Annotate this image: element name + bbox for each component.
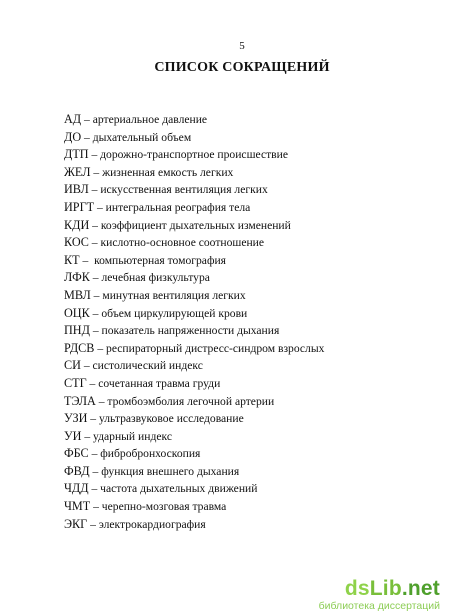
definition: минутная вентиляция легких xyxy=(102,288,246,302)
definition: частота дыхательных движений xyxy=(100,482,258,496)
abbreviation: ТЭЛА xyxy=(64,393,96,408)
abbreviation: ОЦК xyxy=(64,305,90,320)
separator: – xyxy=(88,236,101,250)
separator: – xyxy=(81,130,93,144)
list-item xyxy=(64,305,324,323)
page-number: 5 xyxy=(239,40,245,52)
list-item xyxy=(64,111,324,129)
separator: – xyxy=(86,376,99,390)
watermark-logo[interactable] xyxy=(319,578,440,600)
abbreviation: ПНД xyxy=(64,323,90,338)
list-item xyxy=(64,393,324,411)
abbreviation: ИВЛ xyxy=(64,182,89,197)
abbreviation-list xyxy=(64,111,324,533)
definition: коэффициент дыхательных изменений xyxy=(100,218,291,232)
definition: кислотно-основное соотношение xyxy=(100,236,265,250)
separator: – xyxy=(94,200,106,214)
abbreviation: ДО xyxy=(64,129,82,144)
definition: лечебная физкультура xyxy=(101,271,210,285)
definition: интегральная реография тела xyxy=(105,200,251,214)
abbreviation: ЭКГ xyxy=(64,516,88,531)
definition: фибробронхоскопия xyxy=(100,447,201,461)
separator: – xyxy=(88,148,101,162)
definition: ударный индекс xyxy=(93,429,172,443)
separator: – xyxy=(79,253,95,267)
abbreviation: ИРГТ xyxy=(64,199,95,214)
page-title: СПИСОК СОКРАЩЕНИЙ xyxy=(154,60,330,75)
abbreviation: ЖЕЛ xyxy=(64,164,91,179)
separator: – xyxy=(81,113,93,126)
list-item xyxy=(64,234,324,252)
list-item xyxy=(64,252,324,270)
separator: – xyxy=(94,341,107,355)
list-item xyxy=(64,269,324,287)
separator: – xyxy=(88,447,101,461)
abbreviation: КОС xyxy=(64,235,89,250)
separator: – xyxy=(89,271,102,285)
list-item xyxy=(64,164,324,182)
definition: тромбоэмболия легочной артерии xyxy=(107,394,275,408)
definition: ультразвуковое исследование xyxy=(98,412,244,426)
logo-net: .net xyxy=(401,577,440,600)
list-item xyxy=(64,287,324,305)
list-item xyxy=(64,357,324,375)
definition: объем циркулирующей крови xyxy=(101,306,248,320)
abbreviation: ЧДД xyxy=(64,481,89,496)
definition: систолический индекс xyxy=(92,359,203,373)
definition: функция внешнего дыхания xyxy=(101,464,240,478)
list-item xyxy=(64,181,324,199)
definition: жизненная емкость легких xyxy=(102,165,234,179)
list-item xyxy=(64,322,324,340)
separator: – xyxy=(95,394,108,408)
list-item xyxy=(64,480,324,498)
abbreviation: СТГ xyxy=(64,375,87,390)
abbreviation: МВЛ xyxy=(64,287,91,302)
definition: искусственная вентиляция легких xyxy=(100,183,268,197)
list-item xyxy=(64,199,324,217)
abbreviation: ДТП xyxy=(64,147,89,162)
list-item xyxy=(64,129,324,147)
separator: – xyxy=(81,429,94,443)
separator: – xyxy=(88,183,101,197)
abbreviation: КДИ xyxy=(64,217,90,232)
abbreviation: СИ xyxy=(64,358,81,373)
definition: сочетанная травма груди xyxy=(98,376,221,390)
separator: – xyxy=(87,412,99,426)
abbreviation: АД xyxy=(64,112,82,126)
list-item xyxy=(64,463,324,481)
abbreviation: РДСВ xyxy=(64,340,95,355)
list-item xyxy=(64,445,324,463)
separator: – xyxy=(90,165,103,179)
definition: электрокардиография xyxy=(98,517,206,531)
separator: – xyxy=(89,306,102,320)
watermark-subtitle: библиотека диссертаций xyxy=(318,600,440,612)
watermark[interactable] xyxy=(319,578,440,612)
list-item xyxy=(64,410,324,428)
definition: дыхательный объем xyxy=(92,130,192,144)
abbreviation: ФБС xyxy=(64,446,89,461)
separator: – xyxy=(80,359,93,373)
separator: – xyxy=(90,500,102,514)
abbreviation: КТ xyxy=(64,252,80,267)
list-item xyxy=(64,516,324,534)
abbreviation: УИ xyxy=(64,428,82,443)
abbreviation: ЧМТ xyxy=(64,499,91,514)
list-item xyxy=(64,498,324,516)
definition: показатель напряженности дыхания xyxy=(101,324,280,338)
definition: респираторный дистресс-синдром взрослых xyxy=(106,341,325,355)
list-item xyxy=(64,428,324,446)
list-item xyxy=(64,375,324,393)
abbreviation: ЛФК xyxy=(64,270,90,285)
separator: – xyxy=(89,324,102,338)
list-item xyxy=(64,340,324,358)
list-item xyxy=(64,146,324,164)
list-item xyxy=(64,217,324,235)
logo-ds: ds xyxy=(344,577,370,600)
definition: артериальное давление xyxy=(92,113,208,126)
abbreviation: ФВД xyxy=(64,463,90,478)
separator: – xyxy=(89,464,102,478)
separator: – xyxy=(87,517,99,531)
logo-lib: Lib xyxy=(369,577,402,600)
definition: черепно-мозговая травма xyxy=(101,500,227,514)
definition: компьютерная томография xyxy=(94,253,226,267)
separator: – xyxy=(90,288,103,302)
abbreviation: УЗИ xyxy=(64,411,88,426)
separator: – xyxy=(89,218,101,232)
separator: – xyxy=(88,482,101,496)
definition: дорожно-транспортное происшествие xyxy=(100,148,288,162)
